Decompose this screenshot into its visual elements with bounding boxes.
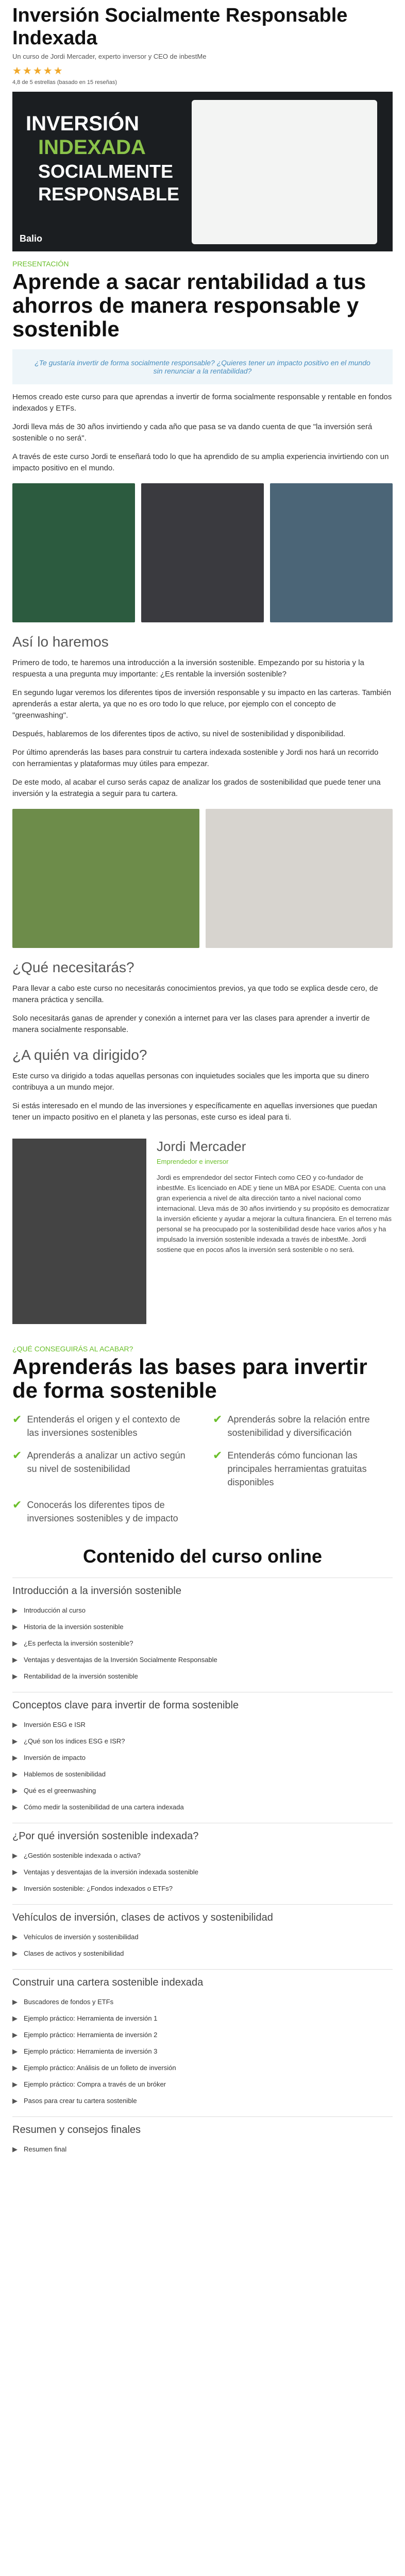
lesson-title: Qué es el greenwashing — [24, 1787, 96, 1794]
play-icon: ▶ — [12, 1606, 18, 1614]
lesson-title: Resumen final — [24, 2145, 67, 2153]
course-module — [12, 1969, 393, 2116]
landscape-photo — [12, 809, 199, 948]
intro-paragraph: Jordi lleva más de 30 años invirtiendo y cada año que pasa se va dando cuenta de que "la inversión será sostenible o no será". — [12, 422, 373, 443]
intro-paragraph: Hemos creado este curso para que aprendas a invertir de forma socialmente responsable y rentable en fondos indexados y ETFs. — [12, 393, 392, 413]
lesson-item[interactable] — [12, 1799, 393, 1816]
lesson-item[interactable] — [12, 2060, 393, 2076]
list-item: ✔ Entenderás el origen y el contexto de las inversiones sostenibles — [12, 1413, 192, 1439]
lesson-item[interactable] — [12, 2141, 393, 2158]
course-modules — [12, 1578, 393, 2165]
lesson-item[interactable] — [12, 2010, 393, 2027]
section-label: PRESENTACIÓN — [12, 260, 69, 268]
play-icon: ▶ — [12, 1933, 18, 1941]
page-subtitle: Un curso de Jordi Mercader, experto inversor y CEO de inbestMe — [12, 53, 207, 60]
lesson-title: Pasos para crear tu cartera sostenible — [24, 2097, 137, 2105]
play-icon: ▶ — [12, 2047, 18, 2055]
play-icon: ▶ — [12, 1754, 18, 1761]
lesson-item[interactable] — [12, 2076, 393, 2093]
section-heading: ¿A quién va dirigido? — [12, 1047, 147, 1063]
play-icon: ▶ — [12, 1639, 18, 1647]
lesson-title: ¿Es perfecta la inversión sostenible? — [24, 1639, 133, 1647]
rating-note: 4,8 de 5 estrellas (basado en 15 reseñas) — [12, 79, 117, 86]
play-icon: ▶ — [12, 2064, 18, 2072]
brand-logo: Balio — [20, 233, 43, 244]
lesson-title: Buscadores de fondos y ETFs — [24, 1998, 114, 2006]
instructor-photo — [206, 809, 393, 948]
play-icon: ▶ — [12, 1868, 18, 1876]
section-heading: Aprende a sacar rentabilidad a tus ahorros de manera responsable y sostenible — [12, 269, 366, 341]
lesson-item[interactable] — [12, 2093, 393, 2109]
lesson-item[interactable] — [12, 1994, 393, 2010]
check-icon: ✔ — [213, 1449, 223, 1462]
forest-photo — [12, 483, 135, 622]
module-title[interactable]: Introducción a la inversión sostenible — [12, 1585, 181, 1597]
intro-paragraph: A través de este curso Jordi te enseñará todo lo que ha aprendido de su amplia experiencia invirtiendo con un impacto positivo en el mundo. — [12, 452, 389, 472]
photo-row — [12, 809, 393, 948]
avatar — [12, 1139, 146, 1324]
paragraph: De este modo, al acabar el curso serás capaz de analizar los grados de sostenibilidad que puede tener una inversión y la estrategia a seguir para tu cartera. — [12, 778, 381, 798]
lesson-item[interactable] — [12, 1652, 393, 1668]
lesson-title: Ejemplo práctico: Compra a través de un bróker — [24, 2080, 166, 2088]
lesson-title: Inversión de impacto — [24, 1754, 86, 1761]
course-module — [12, 1692, 393, 1823]
lesson-item[interactable] — [12, 2027, 393, 2043]
paragraph: Después, hablaremos de los diferentes tipos de activo, su nivel de sostenibilidad y disponibilidad. — [12, 730, 346, 738]
play-icon: ▶ — [12, 2014, 18, 2022]
play-icon: ▶ — [12, 1737, 18, 1745]
play-icon: ▶ — [12, 1623, 18, 1631]
module-title[interactable]: Conceptos clave para invertir de forma sostenible — [12, 1700, 239, 1711]
lesson-title: Hablemos de sostenibilidad — [24, 1770, 106, 1778]
lesson-title: Inversión ESG e ISR — [24, 1721, 86, 1728]
lesson-item[interactable] — [12, 1635, 393, 1652]
course-module — [12, 1904, 393, 1969]
instructor-card — [12, 1139, 393, 1324]
check-icon: ✔ — [12, 1498, 22, 1511]
lesson-item[interactable] — [12, 1717, 393, 1733]
lesson-title: Ventajas y desventajas de la Inversión Socialmente Responsable — [24, 1656, 217, 1664]
lesson-title: Cómo medir la sostenibilidad de una cartera indexada — [24, 1803, 184, 1811]
lesson-item[interactable] — [12, 1766, 393, 1783]
hero-banner — [12, 92, 393, 251]
play-icon: ▶ — [12, 1787, 18, 1794]
lesson-title: Ejemplo práctico: Herramienta de inversión 3 — [24, 2047, 158, 2055]
instructor-role: Emprendedor e inversor — [157, 1158, 229, 1165]
play-icon: ▶ — [12, 1852, 18, 1859]
list-item: ✔ Aprenderás sobre la relación entre sostenibilidad y diversificación — [213, 1413, 393, 1439]
instructor-name: Jordi Mercader — [157, 1139, 246, 1154]
play-icon: ▶ — [12, 1672, 18, 1680]
lesson-item[interactable] — [12, 1619, 393, 1635]
lesson-item[interactable] — [12, 1945, 393, 1962]
hero-line-2: INDEXADA — [38, 136, 146, 159]
lesson-title: Vehículos de inversión y sostenibilidad — [24, 1933, 139, 1941]
lesson-title: Ejemplo práctico: Análisis de un folleto de inversión — [24, 2064, 176, 2072]
paragraph: Primero de todo, te haremos una introducción a la inversión sostenible. Empezando por su historia y la respuesta a una pregunta muy importante: ¿Es rentable la inversión sostenible? — [12, 658, 364, 679]
lesson-title: Ejemplo práctico: Herramienta de inversión 2 — [24, 2031, 158, 2039]
play-icon: ▶ — [12, 2097, 18, 2105]
course-module — [12, 1578, 393, 1692]
list-item: ✔ Conocerás los diferentes tipos de inversiones sostenibles y de impacto — [12, 1498, 192, 1525]
section-heading: ¿Qué necesitarás? — [12, 959, 134, 975]
hero-illustration — [192, 100, 377, 244]
module-title[interactable]: ¿Por qué inversión sostenible indexada? — [12, 1831, 199, 1842]
course-module — [12, 1823, 393, 1904]
hero-line-4: RESPONSABLE — [38, 183, 180, 205]
lesson-title: Inversión sostenible: ¿Fondos indexados o ETFs? — [24, 1885, 173, 1892]
lesson-item[interactable] — [12, 2043, 393, 2060]
lesson-title: Clases de activos y sostenibilidad — [24, 1950, 124, 1957]
play-icon: ▶ — [12, 1721, 18, 1728]
lesson-title: Rentabilidad de la inversión sostenible — [24, 1672, 138, 1680]
list-item: ✔ Aprenderás a analizar un activo según su nivel de sostenibilidad — [12, 1449, 192, 1489]
play-icon: ▶ — [12, 1998, 18, 2006]
intro-quote: ¿Te gustaría invertir de forma socialmente responsable? ¿Quieres tener un impacto positivo en el mundo sin renunciar a la rentabilidad? — [12, 349, 393, 384]
module-title[interactable]: Construir una cartera sostenible indexada — [12, 1977, 204, 1988]
lesson-item[interactable] — [12, 1783, 393, 1799]
hands-water-photo — [270, 483, 393, 622]
instructor-photo — [141, 483, 264, 622]
course-module — [12, 2116, 393, 2165]
lesson-title: Historia de la inversión sostenible — [24, 1623, 124, 1631]
lesson-title: Introducción al curso — [24, 1606, 86, 1614]
rating-stars: ★★★★★ — [12, 65, 64, 77]
paragraph: Este curso va dirigido a todas aquellas personas con inquietudes sociales que les importa que su dinero contribuya a un mundo mejor. — [12, 1072, 369, 1092]
paragraph: Solo necesitarás ganas de aprender y conexión a internet para ver las clases para aprender a invertir de manera socialmente responsable. — [12, 1014, 370, 1034]
play-icon: ▶ — [12, 2145, 18, 2153]
play-icon: ▶ — [12, 1656, 18, 1664]
paragraph: Por último aprenderás las bases para construir tu cartera indexada sostenible y Jordi nos hará un recorrido con herramientas y plataformas muy útiles para empezar. — [12, 748, 379, 768]
check-icon: ✔ — [213, 1413, 223, 1426]
section-heading: Así lo haremos — [12, 634, 109, 650]
lesson-item[interactable] — [12, 1880, 393, 1897]
play-icon: ▶ — [12, 1885, 18, 1892]
module-title[interactable]: Vehículos de inversión, clases de activos y sostenibilidad — [12, 1912, 273, 1923]
play-icon: ▶ — [12, 1950, 18, 1957]
paragraph: En segundo lugar veremos los diferentes tipos de inversión responsable y su impacto en las carteras. También aprenderás a estar alerta, ya que no es oro todo lo que reluce, por ejemplo con el concepto de "greenwashing". — [12, 688, 392, 720]
lesson-item[interactable] — [12, 1750, 393, 1766]
play-icon: ▶ — [12, 2031, 18, 2039]
lesson-item[interactable] — [12, 1864, 393, 1880]
lesson-title: Ventajas y desventajas de la inversión indexada sostenible — [24, 1868, 198, 1876]
learn-list — [12, 1413, 393, 1525]
section-heading: Contenido del curso online — [82, 1546, 322, 1567]
lesson-item[interactable] — [12, 1848, 393, 1864]
play-icon: ▶ — [12, 1803, 18, 1811]
paragraph: Para llevar a cabo este curso no necesitarás conocimientos previos, ya que todo se explica desde cero, de manera práctica y sencilla. — [12, 984, 378, 1004]
page-title: Inversión Socialmente Responsable Indexada — [12, 5, 348, 49]
lesson-title: ¿Qué son los índices ESG e ISR? — [24, 1737, 125, 1745]
lesson-item[interactable] — [12, 1733, 393, 1750]
section-heading: Aprenderás las bases para invertir de forma sostenible — [12, 1354, 367, 1402]
lesson-item[interactable] — [12, 1929, 393, 1945]
lesson-item[interactable] — [12, 1602, 393, 1619]
lesson-title: ¿Gestión sostenible indexada o activa? — [24, 1852, 141, 1859]
lesson-title: Ejemplo práctico: Herramienta de inversión 1 — [24, 2014, 158, 2022]
play-icon: ▶ — [12, 1770, 18, 1778]
hero-line-1: INVERSIÓN — [26, 112, 140, 135]
hero-line-3: SOCIALMENTE — [38, 161, 174, 182]
check-icon: ✔ — [12, 1449, 22, 1462]
module-title[interactable]: Resumen y consejos finales — [12, 2124, 141, 2136]
instructor-bio: Jordi es emprendedor del sector Fintech como CEO y co-fundador de inbestMe. Es licenciado en ADE y tiene un MBA por ESADE. Cuenta con una gran experiencia a nivel de alta dirección tanto a nivel nacional como internacional. Lleva más de 30 años invirtiendo y su propósito es democratizar la inversión eficiente y ayudar a mejorar la cultura financiera. En el terreno más personal se ha preocupado por la sostenibilidad desde hace varios años y ha impulsado la inversión sostenible indexada a través de inbestMe. Jordi sostiene que en pocos años la inversión será sostenible o no será. — [157, 1174, 392, 1253]
list-item: ✔ Entenderás cómo funcionan las principales herramientas gratuitas disponibles — [213, 1449, 393, 1489]
paragraph: Si estás interesado en el mundo de las inversiones y específicamente en aquellas inversiones que puedan tener un impacto positivo en el planeta y las personas, este curso es ideal para ti. — [12, 1101, 377, 1122]
photo-row — [12, 483, 393, 622]
section-label: ¿QUÉ CONSEGUIRÁS AL ACABAR? — [12, 1345, 133, 1353]
lesson-item[interactable] — [12, 1668, 393, 1685]
play-icon: ▶ — [12, 2080, 18, 2088]
check-icon: ✔ — [12, 1413, 22, 1426]
